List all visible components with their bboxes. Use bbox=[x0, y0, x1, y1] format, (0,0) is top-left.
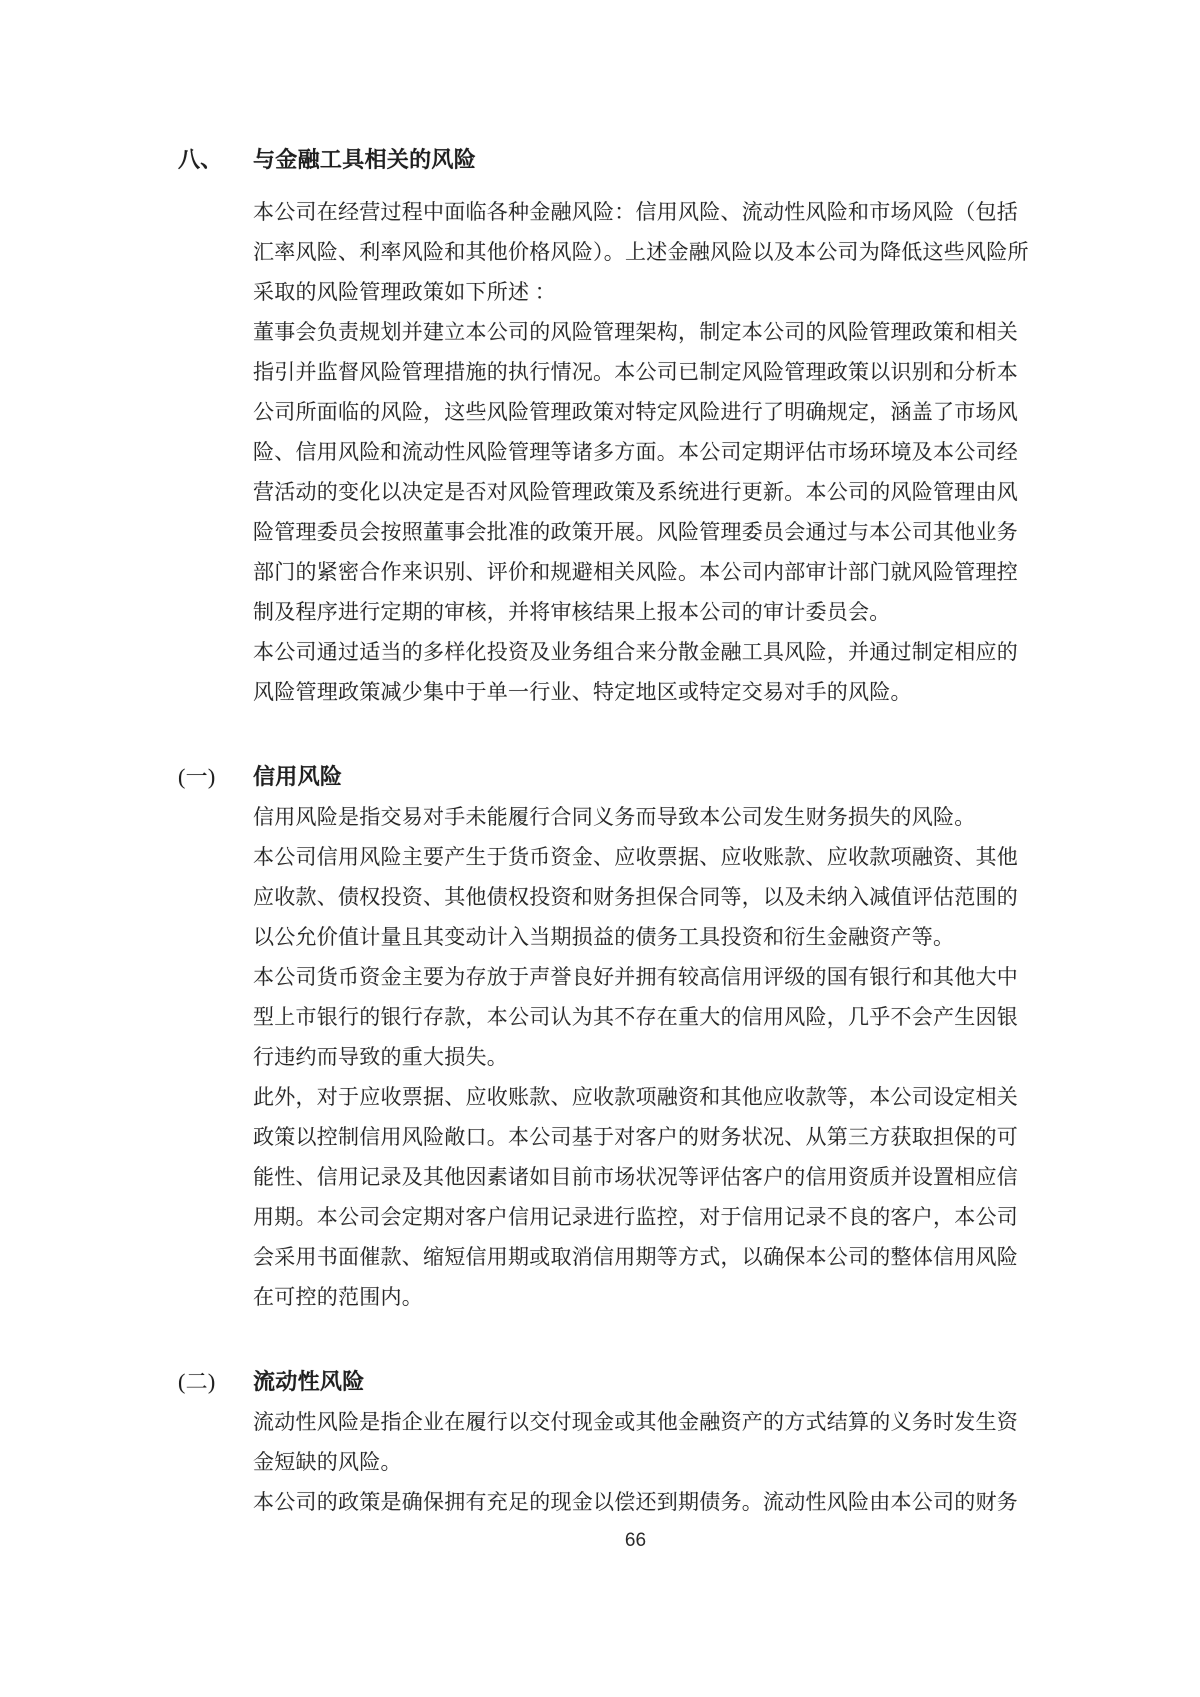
paragraph-line: 营活动的变化以决定是否对风险管理政策及系统进行更新。本公司的风险管理由风 bbox=[253, 480, 1018, 504]
paragraph-line: 应收款、债权投资、其他债权投资和财务担保合同等，以及未纳入减值评估范围的 bbox=[253, 885, 1018, 909]
paragraph bbox=[253, 312, 1018, 632]
paragraph-line: 政策以控制信用风险敞口。本公司基于对客户的财务状况、从第三方获取担保的可 bbox=[253, 1125, 1018, 1149]
paragraph-line: 险管理委员会按照董事会批准的政策开展。风险管理委员会通过与本公司其他业务 bbox=[253, 520, 1018, 544]
paragraph-line: 会采用书面催款、缩短信用期或取消信用期等方式，以确保本公司的整体信用风险 bbox=[253, 1245, 1018, 1269]
paragraph-line: 险、信用风险和流动性风险管理等诸多方面。本公司定期评估市场环境及本公司经 bbox=[253, 440, 1018, 464]
paragraph-line: 采取的风险管理政策如下所述 ： bbox=[253, 280, 556, 304]
paragraph-line: 本公司信用风险主要产生于货币资金、应收票据、应收账款、应收款项融资、其他 bbox=[253, 845, 1018, 869]
paragraph-line: 用期。本公司会定期对客户信用记录进行监控，对于信用记录不良的客户，本公司 bbox=[253, 1205, 1018, 1229]
section-heading bbox=[178, 140, 1018, 180]
page-content bbox=[178, 140, 1029, 1522]
paragraph-line: 以公允价值计量且其变动计入当期损益的债务工具投资和衍生金融资产等。 bbox=[253, 925, 955, 949]
paragraph-line: 型上市银行的银行存款，本公司认为其不存在重大的信用风险，几乎不会产生因银 bbox=[253, 1005, 1018, 1029]
paragraph bbox=[253, 1402, 1018, 1482]
paragraph-line: 能性、信用记录及其他因素诸如目前市场状况等评估客户的信用资质并设置相应信 bbox=[253, 1165, 1018, 1189]
paragraph-line: 风险管理政策减少集中于单一行业、特定地区或特定交易对手的风险。 bbox=[253, 680, 912, 704]
section-number: (一) bbox=[178, 764, 216, 789]
paragraph-line: 本公司通过适当的多样化投资及业务组合来分散金融工具风险，并通过制定相应的 bbox=[253, 640, 1018, 664]
paragraph bbox=[253, 1077, 1018, 1317]
paragraph bbox=[253, 837, 1018, 957]
paragraph bbox=[253, 192, 1029, 312]
paragraph bbox=[253, 632, 1018, 712]
sub-heading bbox=[178, 1362, 1018, 1402]
paragraph-line: 汇率风险、利率风险和其他价格风险）。上述金融风险以及本公司为降低这些风险所 bbox=[253, 240, 1029, 264]
paragraph-line: 本公司的政策是确保拥有充足的现金以偿还到期债务。流动性风险由本公司的财务 bbox=[253, 1490, 1018, 1514]
paragraph-line: 行违约而导致的重大损失。 bbox=[253, 1045, 508, 1069]
paragraph-line: 公司所面临的风险，这些风险管理政策对特定风险进行了明确规定，涵盖了市场风 bbox=[253, 400, 1018, 424]
section-title: 流动性风险 bbox=[253, 1369, 365, 1394]
paragraph-line: 董事会负责规划并建立本公司的风险管理架构，制定本公司的风险管理政策和相关 bbox=[253, 320, 1018, 344]
paragraph-line: 部门的紧密合作来识别、评价和规避相关风险。本公司内部审计部门就风险管理控 bbox=[253, 560, 1018, 584]
paragraph-line: 制及程序进行定期的审核，并将审核结果上报本公司的审计委员会。 bbox=[253, 600, 891, 624]
paragraph-line: 本公司在经营过程中面临各种金融风险：信用风险、流动性风险和市场风险（包括 bbox=[253, 200, 1018, 224]
sub-heading bbox=[178, 757, 1018, 797]
section-number: 八、 bbox=[178, 147, 223, 172]
section-title: 与金融工具相关的风险 bbox=[253, 147, 477, 172]
page-number: 66 bbox=[624, 1530, 647, 1551]
paragraph-line: 本公司货币资金主要为存放于声誉良好并拥有较高信用评级的国有银行和其他大中 bbox=[253, 965, 1018, 989]
section-number: (二) bbox=[178, 1369, 216, 1394]
paragraph bbox=[253, 1482, 1018, 1522]
paragraph-line: 在可控的范围内。 bbox=[253, 1285, 423, 1309]
paragraph-line: 此外，对于应收票据、应收账款、应收款项融资和其他应收款等，本公司设定相关 bbox=[253, 1085, 1018, 1109]
paragraph-line: 指引并监督风险管理措施的执行情况。本公司已制定风险管理政策以识别和分析本 bbox=[253, 360, 1018, 384]
paragraph-line: 金短缺的风险。 bbox=[253, 1450, 402, 1474]
section-title: 信用风险 bbox=[253, 764, 343, 789]
paragraph bbox=[253, 797, 1018, 837]
paragraph-line: 流动性风险是指企业在履行以交付现金或其他金融资产的方式结算的义务时发生资 bbox=[253, 1410, 1018, 1434]
paragraph-line: 信用风险是指交易对手未能履行合同义务而导致本公司发生财务损失的风险。 bbox=[253, 805, 976, 829]
paragraph bbox=[253, 957, 1018, 1077]
